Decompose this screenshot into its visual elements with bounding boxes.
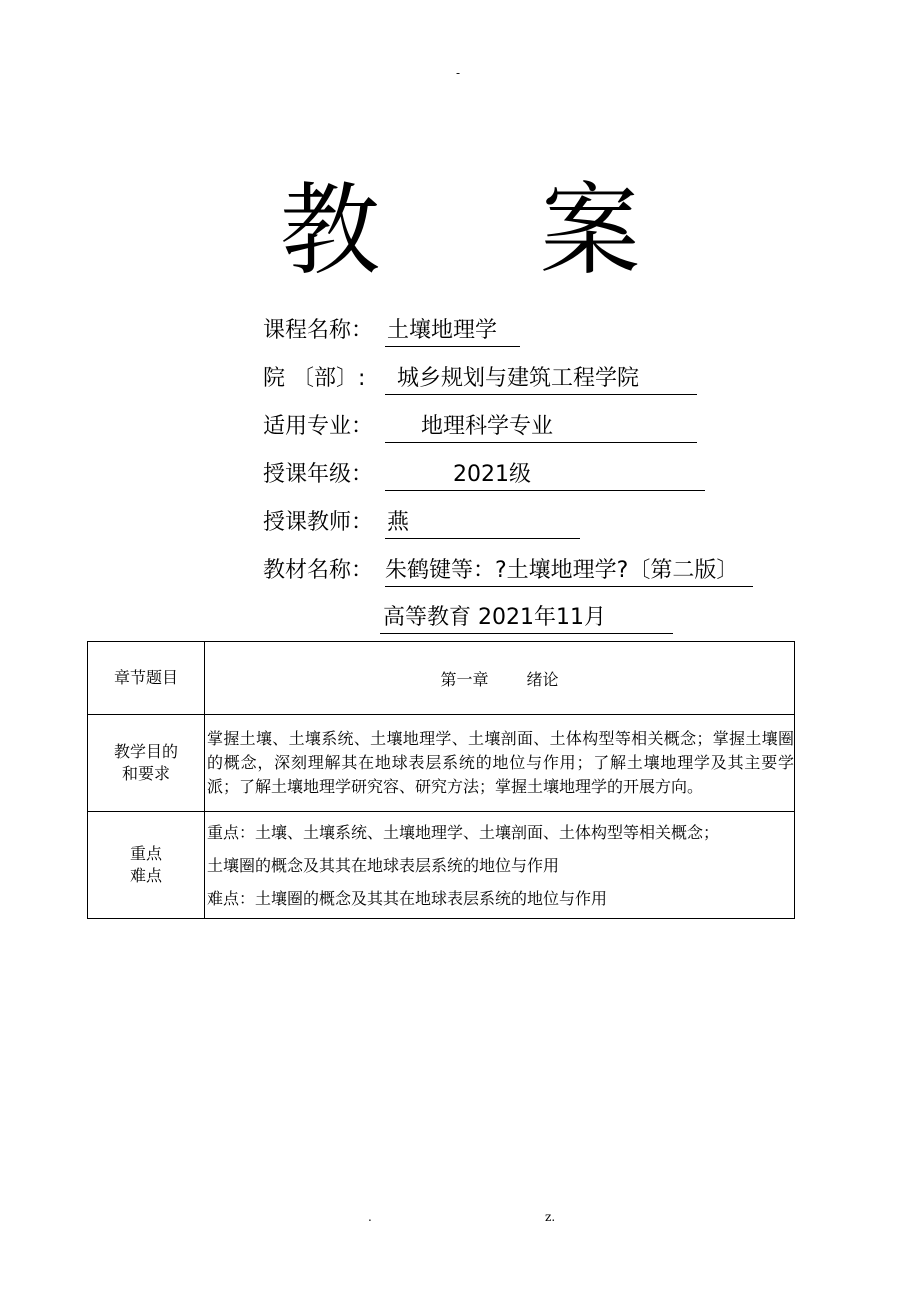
row-head-key-points — [88, 812, 205, 919]
title-char-2: 案 — [540, 172, 640, 289]
field-value: 地理科学专业 — [421, 414, 554, 439]
field-value-line — [385, 364, 697, 395]
header-mark: - — [456, 66, 461, 80]
field-value-line — [385, 316, 520, 347]
footer-left-mark: . — [368, 1210, 372, 1224]
row-head-line: 难点 — [129, 866, 162, 885]
field-label: 授课年级： — [263, 462, 374, 487]
field-label: 适用专业： — [263, 414, 374, 439]
field-value-line — [385, 556, 753, 587]
field-value-line — [385, 460, 705, 491]
field-value-line — [380, 603, 673, 634]
chapter-number: 第一章 — [440, 669, 489, 689]
field-value: 朱鹤键等：?土壤地理学?〔第二版〕 — [385, 558, 739, 583]
footer-right-mark: z. — [545, 1210, 556, 1224]
field-value: 燕 — [387, 510, 410, 535]
field-label: 院 〔部〕: — [263, 366, 366, 391]
row-head-objectives — [88, 715, 205, 812]
chapter-title: 绪论 — [526, 669, 559, 689]
row-head-line: 教学目的 — [113, 742, 178, 761]
field-label: 课程名称： — [263, 318, 374, 343]
key-points-cell — [205, 812, 795, 919]
row-head-line: 和要求 — [121, 764, 170, 783]
field-value-line — [385, 412, 697, 443]
title-char-1: 教 — [280, 172, 380, 289]
document-title — [0, 150, 920, 294]
difficult-point: 难点：土壤圈的概念及其其在地球表层系统的地位与作用 — [207, 889, 608, 908]
field-value: 土壤地理学 — [387, 318, 498, 343]
lesson-info-table — [87, 641, 795, 919]
objectives-cell: 掌握土壤、土壤系统、土壤地理学、土壤剖面、土体构型等相关概念；掌握土壤圈的概念，深刻理解其在地球表层系统的地位与作用；了解土壤地理学及其主要学派；了解土壤地理学研究容、研究方法；掌握土壤地理学的开展方向。 — [205, 715, 795, 812]
chapter-cell — [205, 642, 795, 715]
field-label: 教材名称： — [263, 558, 374, 583]
publisher-line: 高等教育 2021年11月 — [383, 605, 606, 630]
field-value: 城乡规划与建筑工程学院 — [397, 366, 640, 391]
field-value-line — [385, 508, 580, 539]
field-label: 授课教师： — [263, 510, 374, 535]
key-point: 土壤圈的概念及其其在地球表层系统的地位与作用 — [207, 856, 560, 875]
table-row — [88, 812, 795, 919]
table-row — [88, 715, 795, 812]
field-value: 2021级 — [453, 462, 531, 487]
row-head-chapter: 章节题目 — [88, 642, 205, 715]
row-head-line: 重点 — [129, 844, 162, 863]
key-point: 重点：土壤、土壤系统、土壤地理学、土壤剖面、土体构型等相关概念； — [207, 823, 720, 842]
table-row — [88, 642, 795, 715]
